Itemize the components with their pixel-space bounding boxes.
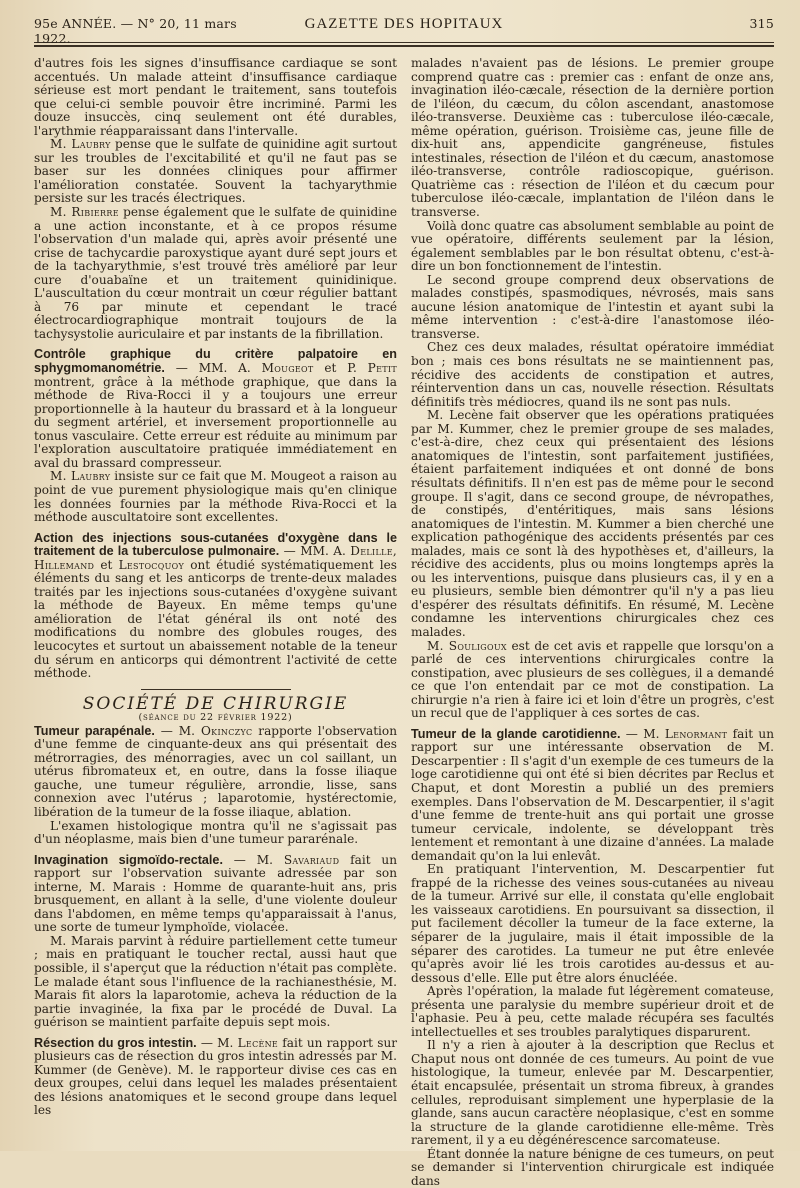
article-title: Tumeur parарénale. bbox=[34, 723, 155, 738]
paragraph: malades n'avaient pas de lésions. Le premier groupe comprend quatre cas : premier cas : enfant de onze ans, invagination iléo-cæcale, résection de la dernière portion de l'iléon, du cæcum, du côlon ascendant, anastomose iléo-transverse. Deuxième cas : tuberculose iléo-cæcale, même opération, guérison. Troisième cas, jeune fille de dix-huit ans, appendicite gangréneuse, fistules intestinales, résection de l'iléon et du cæcum, anastomose iléo-transverse, contrôle radioscopique, guérison. Quatrième cas : résection de l'iléon et du cæcum pour tuberculose iléo-cæcale, implantation de l'iléon dans le transverse. bbox=[411, 56, 774, 220]
article-entry: Contrôle graphique du critère palpatoire en sphygmomanométrie. — MM. A. Mougeot et P. Petit montrent, grâce à la méthode graphique, que dans la méthode de Riva-Rocci il y a toujours une erreur proportionnelle à la hauteur du brassard et à la longueur du segment artériel, et inversement proportionnelle au tonus vasculaire. Cette erreur est réduite au minimum par l'exploration auscultatoire pratiquée immédiatement en aval du brassard compresseur. bbox=[34, 347, 397, 470]
column-left bbox=[34, 57, 397, 1188]
author-name: M. Souligoux bbox=[427, 638, 507, 653]
author-name: M. Laubry bbox=[50, 137, 111, 152]
page-number: 315 bbox=[749, 16, 774, 31]
article-entry: Résection du gros intestin. — M. Lecène fait un rapport sur plusieurs cas de résection du gros intestin adressés par M. Kummer (de Genève). M. le rapporteur divise ces cas en deux groupes, celui dans lequel les malades présentaient des lésions anatomiques et le second groupe dans lequel les bbox=[34, 1035, 398, 1118]
journal-title: GAZETTE DES HOPITAUX bbox=[304, 16, 504, 32]
article-title: Contrôle graphique du critère palpatoire en sphygmomanométrie. bbox=[34, 347, 397, 376]
article-entry: Tumeur parарénale. — M. Okinczyc rapporte l'observation d'une femme de cinquante-deux ans qui présentait des métrorragies, des ménorragies, avec un col saillant, un utérus fibromateux et, en outre, dans la fosse iliaque gauche, une tumeur régulière, arrondie, lisse, sans connexion avec l'utérus ; laparotomie, hystérectomie, libération de la tumeur de la fosse iliaque, ablation. bbox=[34, 723, 397, 819]
paragraph: M. Laubry insiste sur ce fait que M. Mougeot a raison au point de vue purement physiologique mais qu'en clinique les données fournies par la méthode Riva-Rocci et la méthode auscultatoire sont excellentes. bbox=[34, 469, 397, 525]
paragraph: M. Ribierre pense également que le sulfate de quinidine a une action inconstante, et à ce propos résume l'observation d'un malade qui, après avoir présenté une crise de tachycardie paroxystique ayant duré sept jours et de la tachyarythmie, s'est trouvé très amélioré par leur cure d'ouabaïne et un traitement quinidinique. L'auscultation du cœur montrait un cœur régulier battant à 76 par minute et cependant le tracé électrocardiographique montrait toujours de la tachysystolie auriculaire et par instants de la fibrillation. bbox=[34, 205, 397, 341]
paragraph: M. Lecène fait observer que les opérations pratiquées par M. Kummer, chez le premier groupe de ses malades, c'est-à-dire, chez ceux qui présentaient des lésions anatomiques de l'intestin, sont parfaitement justifiées, étaient parfaitement indiquées et ont donné de bons résultats définitifs. Il n'en est pas de même pour le second groupe. Il s'agit, dans ce second groupe, de névropathes, de constipés, d'entéritiques, mais sans lésions anatomiques de l'intestin. M. Kummer a bien cherché une explication pathogénique des accidents présentés par ces malades, mais ce sont là des hypothèses et, d'ailleurs, la récidive des accidents, plus ou moins longtemps après la ou les interventions, puisque dans plusieurs cas, il y en a eu plusieurs, semble bien démontrer qu'il n'y a pas lieu d'espérer des résultats définitifs. En résumé, M. Lecène condamne les interventions chirurgicales chez ces malades. bbox=[411, 408, 774, 639]
column-right bbox=[411, 57, 774, 1188]
paragraph: Chez ces deux malades, résultat opératoire immédiat bon ; mais ces bons résultats ne se maintiennent pas, récidive des accidents de constipation et autres, réintervention dans un cas, nouvelle résection. Résultats définitifs très médiocres, quand ils ne sont pas nuls. bbox=[411, 340, 774, 409]
section-date: (séance du 22 février 1922) bbox=[138, 712, 293, 724]
author-name: M. Laubry bbox=[50, 469, 111, 484]
article-title: Action des injections sous-cutanées d'oxygène dans le traitement de la tuberculose pulmonaire. bbox=[34, 530, 397, 559]
page-header bbox=[34, 16, 774, 46]
paragraph: Il n'y a rien à ajouter à la description que Reclus et Chaput nous ont donnée de ces tumeurs. Au point de vue histologique, la tumeur, enlevée par M. Descarpentier, était encapsulée, présentait un stroma fibreux, à grandes cellules, reproduisant simplement une hyperplasie de la glande, sans aucun caractère néoplasique, c'est en somme la structure de la glande carotidienne elle-même. Très rarement, il y a eu dégénérescence sarcomateuse. bbox=[411, 1038, 774, 1148]
article-entry: Tumeur de la glande carotidienne. — M. Lenormant fait un rapport sur une intéressante observation de M. Descarpentier : Il s'agit d'un exemple de ces tumeurs de la loge carotidienne qui ont été si bien décrites par Reclus et Chaput, et dont Morestin a publié un des premiers exemples. Dans l'observation de M. Descarpentier, il s'agit d'une femme de trente-huit ans qui portait une grosse tumeur cervicale, indolente, se développant très lentement et remontant à une dizaine d'années. La malade demandait qu'on la lui enlevât. bbox=[411, 726, 775, 863]
paragraph: Le second groupe comprend deux observations de malades constipés, spasmodiques, névrosés, mais sans aucune lésion anatomique de l'intestin et ayant subi la même intervention : c'est-à-dire l'anastomose iléo-transverse. bbox=[411, 272, 774, 341]
paragraph: Voilà donc quatre cas absolument semblable au point de vue opératoire, différents seulement par la lésion, également semblables par le bon résultat obtenu, c'est-à-dire un bon fonctionnement de l'intestin. bbox=[411, 218, 774, 274]
text-columns bbox=[34, 57, 774, 1188]
paragraph: M. Souligoux est de cet avis et rappelle que lorsqu'on a parlé de ces interventions chirurgicales contre la constipation, avec plusieurs de ses collègues, il a demandé ce que l'on entendait par ce mot de constipation. La chirurgie n'a rien à faire ici et loin d'être un progrès, c'est un recul que de l'appliquer à ces sortes de cas. bbox=[411, 638, 774, 721]
paragraph: En pratiquant l'intervention, M. Descarpentier fut frappé de la richesse des veines sous-cutanées au niveau de la tumeur. Arrivé sur elle, il constata qu'elle englobait les vaisseaux carotidiens. En poursuivant sa dissection, il put facilement décoller la tumeur de la face externe, la séparer de la jugulaire, mais il était impossible de la séparer des carotides. La tumeur ne put être enlevée qu'après avoir lié les trois carotides au-dessus et au-dessous d'elle. Elle put être alors énucléée. bbox=[411, 862, 774, 985]
paragraph: Étant donnée la nature bénigne de ces tumeurs, on peut se demander si l'intervention chirurgicale est indiquée dans bbox=[411, 1146, 774, 1188]
section-divider bbox=[141, 689, 291, 690]
paragraph: Après l'opération, la malade fut légèrement comateuse, présenta une paralysie du membre supérieur droit et de l'aphasie. Peu à peu, cette malade récupéra ses facultés intellectuelles et ses troubles paralytiques disparurent. bbox=[411, 984, 774, 1039]
author-name: M. Ribierre bbox=[50, 205, 119, 220]
article-title: Invagination sigmoïdo-rectale. bbox=[34, 852, 223, 867]
article-entry: Invagination sigmoïdo-rectale. — M. Savariaud fait un rapport sur l'observation suivante adressée par son interne, M. Marais : Homme de quarante-huit ans, pris brusquement, en allant à la selle, d'une violente douleur dans l'abdomen, en même temps qu'apparaissait à l'anus, une sorte de tumeur lymphoïde, violacée. bbox=[34, 852, 397, 935]
paragraph: M. Laubry pense que le sulfate de quinidine agit surtout sur les troubles de l'excitabilité et qu'il ne faut pas se baser sur les données cliniques pour affirmer l'amélioration constatée. Souvent la tachyarythmie persiste sur les tracés électriques. bbox=[34, 137, 398, 206]
article-title: Résection du gros intestin. bbox=[34, 1035, 197, 1050]
article-entry: Action des injections sous-cutanées d'oxygène dans le traitement de la tuberculose pulmonaire. — MM. A. Delille, Hillemand et Lestocquoy ont étudié systématiquement les éléments du sang et les anticorps de trente-deux malades traités par les injections sous-cutanées d'oxygène suivant la méthode de Bayeux. En même temps qu'une amélioration de l'état général ils ont noté des modifications du nombre des globules rouges, des leucocytes et surtout un abaissement notable de la teneur du sérum en anticorps qui démontrent l'activité de cette méthode. bbox=[34, 530, 397, 681]
paragraph: M. Marais parvint à réduire partiellement cette tumeur ; mais en pratiquant le toucher rectal, aussi haut que possible, il s'aperçut que la réduction n'était pas complète. Le malade étant sous l'influence de la rachianesthésie, M. Marais fit alors la laparotomie, acheva la réduction de la partie invaginée, la fixa par le procédé de Duval. La guérison se maintient parfaite depuis sept mois. bbox=[34, 933, 397, 1030]
paragraph: d'autres fois les signes d'insuffisance cardiaque se sont accentués. Un malade atteint d'insuffisance cardiaque sérieuse est mort pendant le traitement, sans toutefois que celui-ci semble pouvoir être incriminé. Parmi les douze insuccès, cinq seulement ont été durables, l'arythmie réapparaissant dans l'intervalle. bbox=[34, 56, 397, 138]
paragraph: L'examen histologique montra qu'il ne s'agissait pas d'un néoplasme, mais bien d'une tumeur pararénale. bbox=[34, 818, 397, 847]
section-title: SOCIÉTÉ DE CHIRURGIE bbox=[82, 693, 349, 714]
article-title: Tumeur de la glande carotidienne. bbox=[411, 726, 621, 741]
issue-line: 95e ANNÉE. — N° 20, 11 mars 1922. bbox=[34, 16, 237, 46]
